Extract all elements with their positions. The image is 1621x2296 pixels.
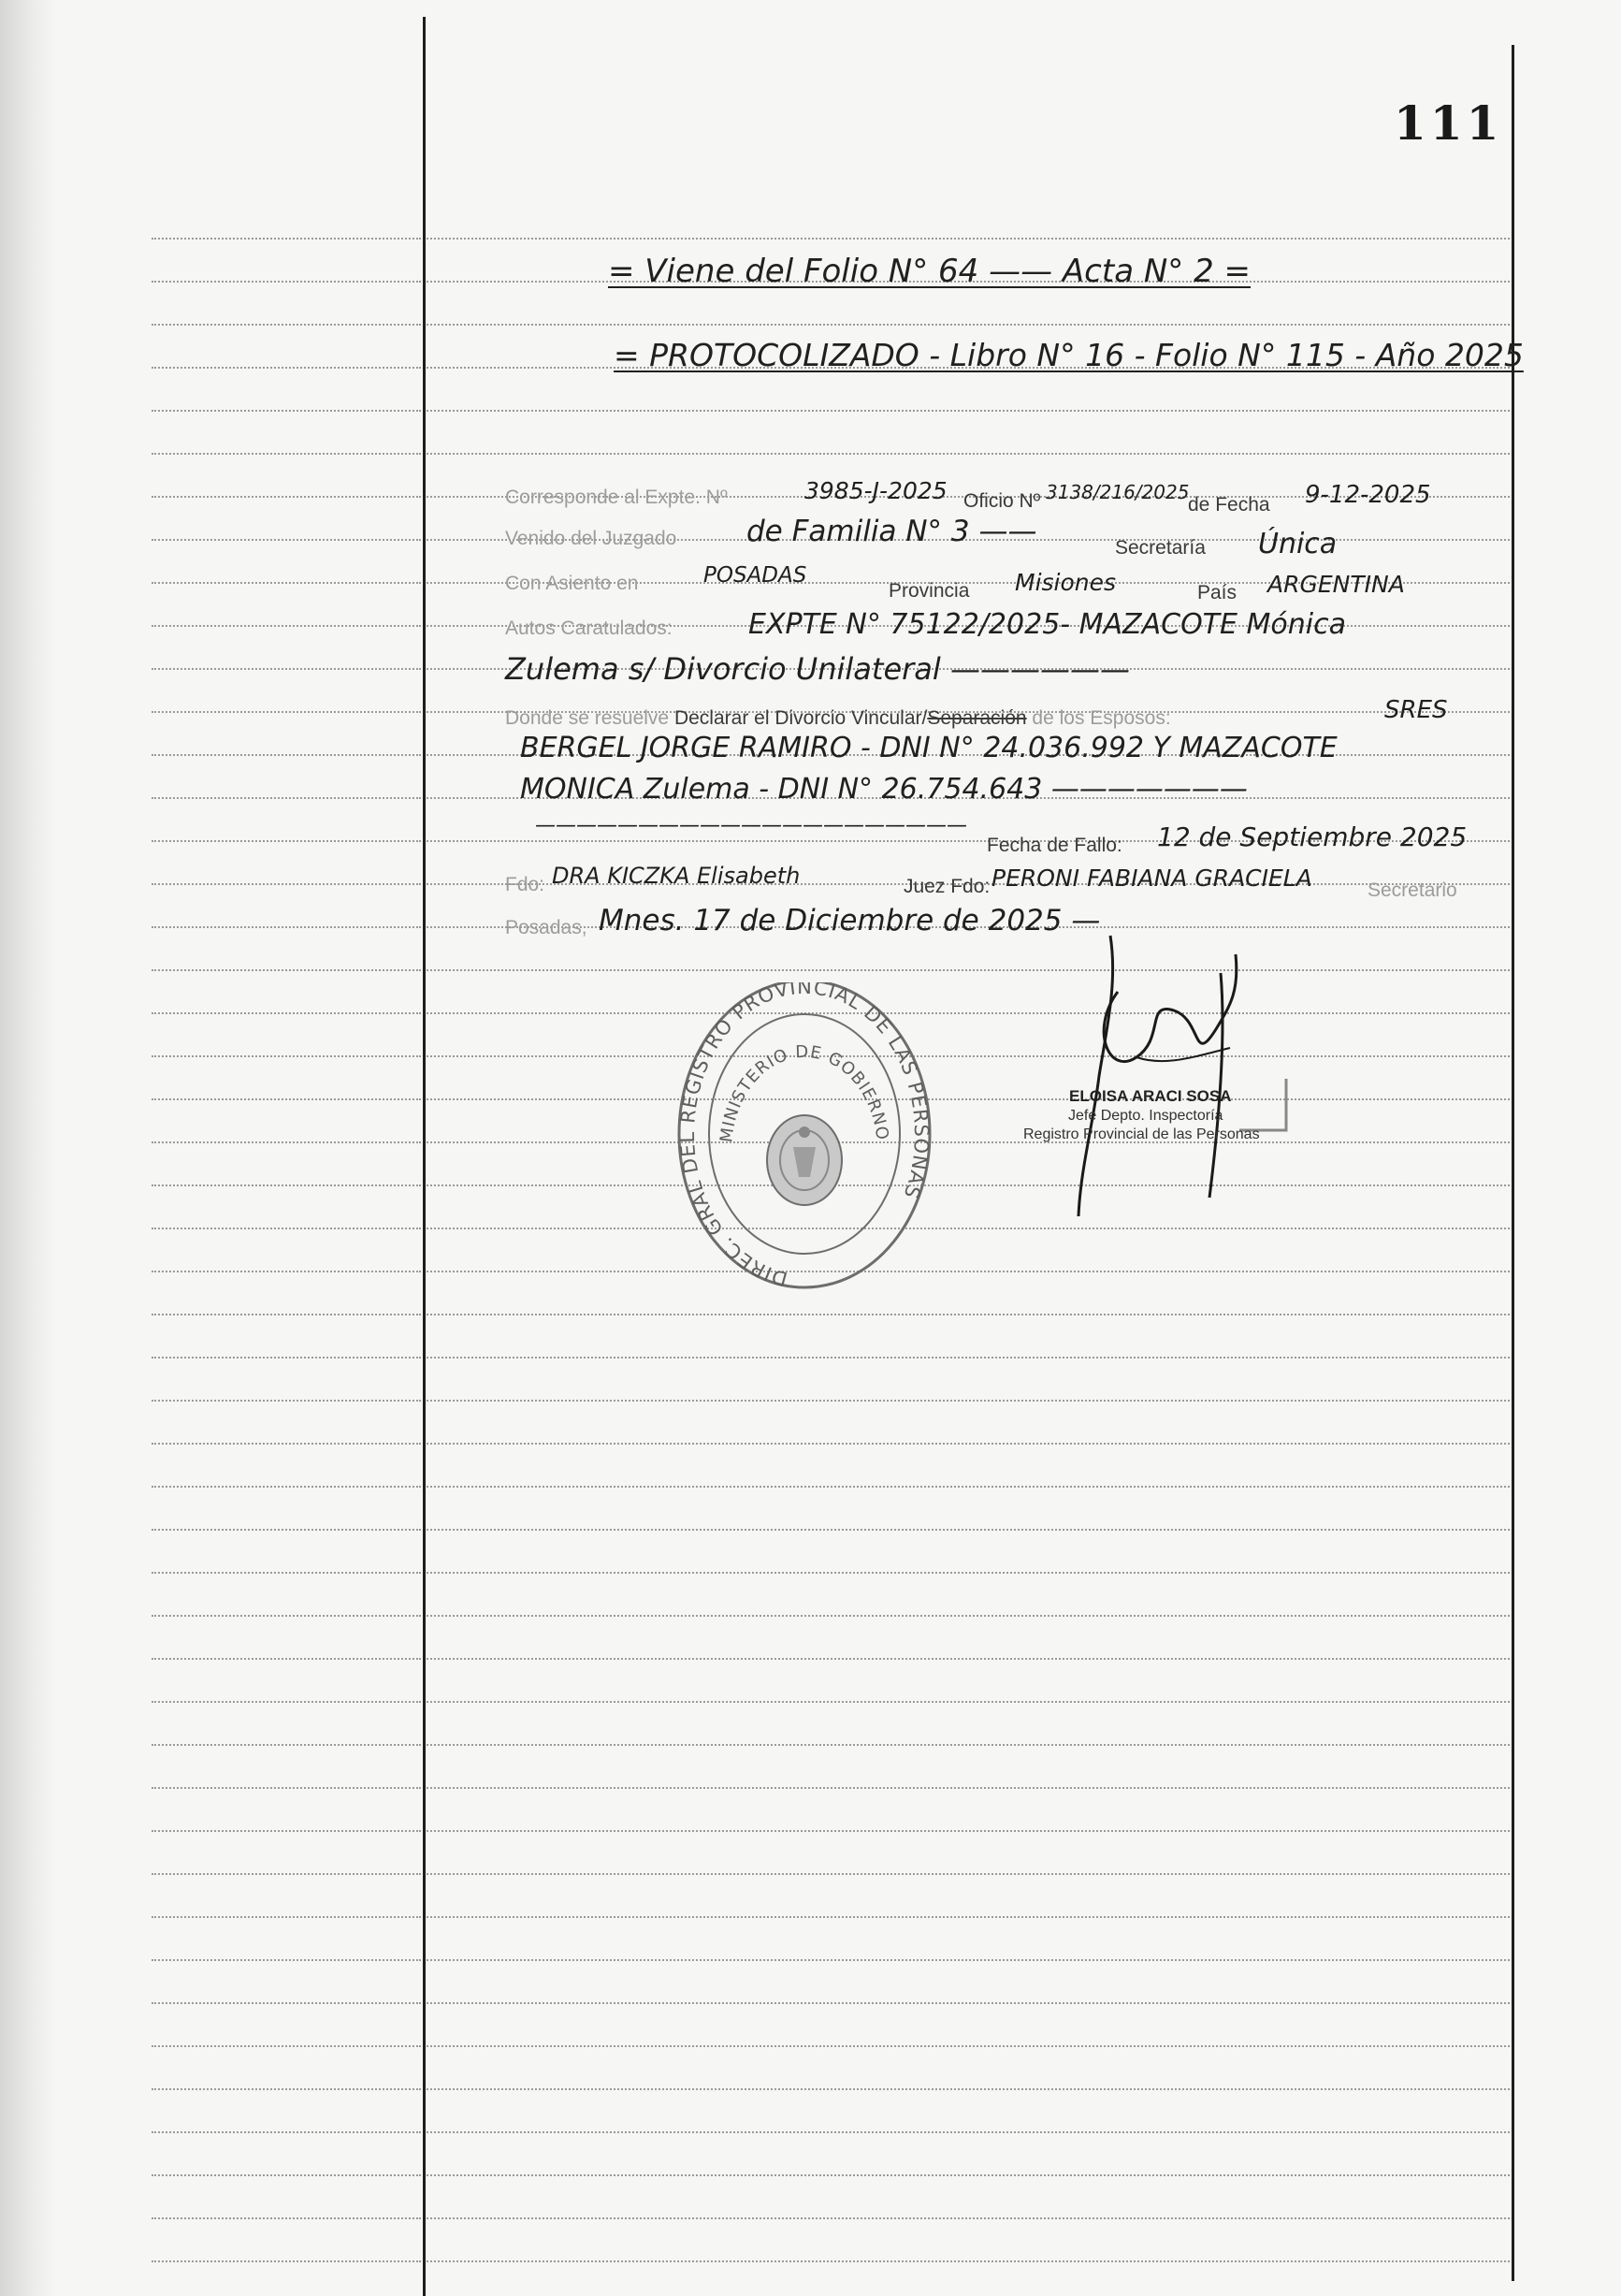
- signatory-title: Jefe Depto. Inspectoría: [1068, 1108, 1223, 1124]
- body-rule: [427, 1787, 1510, 1789]
- esposos-line-2: MONICA Zulema - DNI N° 26.754.643 ———————: [520, 773, 1248, 806]
- provincia-label: Provincia: [889, 580, 970, 602]
- left-margin-rule: [152, 1314, 421, 1315]
- seal-outer-text: DIREC. GRAL DEL REGISTRO PROVINCIAL DE LAS PERSONAS: [675, 982, 934, 1291]
- fdo-label: Fdo:: [505, 874, 545, 895]
- body-rule: [427, 238, 1510, 240]
- page-number: 111: [1394, 95, 1503, 151]
- body-rule: [427, 1055, 1510, 1057]
- fecha-value: 9-12-2025: [1305, 481, 1431, 509]
- body-rule: [427, 2131, 1510, 2133]
- left-margin-rule: [152, 1486, 421, 1488]
- left-margin-rule: [152, 281, 421, 283]
- expte-value: 3985-J-2025: [804, 477, 948, 504]
- body-rule: [427, 2174, 1510, 2176]
- left-margin-rule: [152, 1184, 421, 1186]
- left-margin-rule: [152, 1529, 421, 1531]
- left-margin-rule: [152, 2045, 421, 2047]
- left-margin-rule: [152, 324, 421, 326]
- left-margin-rule: [152, 2217, 421, 2219]
- left-margin-rule: [152, 1055, 421, 1057]
- left-margin-rule: [152, 625, 421, 627]
- seal-inner-text: MINISTERIO DE GOBIERNO: [716, 1041, 892, 1144]
- body-rule: [427, 1873, 1510, 1875]
- left-margin-rule: [152, 1615, 421, 1617]
- body-rule: [427, 2088, 1510, 2090]
- donde-strike: Separación: [927, 707, 1027, 729]
- secretaria-value: Única: [1258, 528, 1338, 560]
- left-margin-rule: [152, 1873, 421, 1875]
- body-rule: [427, 1830, 1510, 1832]
- left-margin-rule: [152, 883, 421, 885]
- fecha-fallo-value: 12 de Septiembre 2025: [1157, 821, 1468, 852]
- body-rule: [427, 1012, 1510, 1014]
- left-margin-rule: [152, 969, 421, 971]
- dash-line: —————————————————————: [535, 814, 967, 837]
- body-rule: [427, 1141, 1510, 1143]
- left-margin-line: [423, 17, 426, 2296]
- oficio-value: 3138/216/2025: [1046, 481, 1190, 503]
- body-rule: [427, 1228, 1510, 1229]
- left-margin-rule: [152, 754, 421, 756]
- body-rule: [427, 1744, 1510, 1746]
- body-rule: [427, 1443, 1510, 1445]
- juez-value: PERONI FABIANA GRACIELA: [991, 865, 1312, 892]
- left-margin-rule: [152, 1271, 421, 1272]
- left-margin-rule: [152, 1400, 421, 1402]
- donde-se-resuelve-label: [505, 707, 1171, 730]
- lugar-fecha-value: Mnes. 17 de Diciembre de 2025 —: [599, 904, 1101, 937]
- pais-value: ARGENTINA: [1267, 571, 1405, 598]
- body-rule: [427, 1658, 1510, 1660]
- donde-prefix: Donde se resuelve: [505, 707, 670, 729]
- venido-label: Venido del Juzgado: [505, 528, 677, 549]
- donde-suffix: de los Esposos:: [1032, 707, 1171, 729]
- signatory-office: Registro Provincial de las Personas: [1023, 1126, 1260, 1142]
- left-margin-rule: [152, 2002, 421, 2004]
- body-rule: [427, 1916, 1510, 1918]
- body-rule: [427, 1184, 1510, 1186]
- esposos-line-1: BERGEL JORGE RAMIRO - DNI N° 24.036.992 Y MAZACOTE: [520, 732, 1338, 764]
- left-margin-rule: [152, 1830, 421, 1832]
- body-rule: [427, 1357, 1510, 1359]
- left-margin-rule: [152, 238, 421, 240]
- page-binding-edge: [0, 0, 56, 2296]
- left-margin-rule: [152, 1787, 421, 1789]
- autos-value-line-2: Zulema s/ Divorcio Unilateral ——————: [505, 651, 1130, 687]
- body-rule: [427, 2002, 1510, 2004]
- body-rule: [427, 1959, 1510, 1961]
- body-rule: [427, 1400, 1510, 1402]
- body-rule: [427, 1701, 1510, 1703]
- autos-label: Autos Caratulados:: [505, 618, 673, 639]
- left-margin-rule: [152, 926, 421, 928]
- left-margin-rule: [152, 582, 421, 584]
- secretaria-label: Secretaría: [1115, 537, 1206, 559]
- donde-main: Declarar el Divorcio Vincular/: [673, 707, 928, 729]
- body-rule: [427, 969, 1510, 971]
- body-rule: [427, 1314, 1510, 1315]
- body-rule: [427, 2260, 1510, 2262]
- signatory-name: ELOISA ARACI SOSA: [1069, 1087, 1232, 1105]
- body-rule: [427, 2045, 1510, 2047]
- autos-value-line-1: EXPTE N° 75122/2025- MAZACOTE Mónica: [748, 608, 1346, 641]
- con-asiento-label: Con Asiento en: [505, 573, 639, 594]
- body-rule: [427, 410, 1510, 412]
- provincia-value: Misiones: [1015, 569, 1117, 596]
- juez-label: Juez Fdo:: [904, 876, 991, 897]
- coat-of-arms-icon: [767, 1115, 842, 1205]
- juzgado-value: de Familia N° 3 ——: [746, 515, 1037, 548]
- left-margin-rule: [152, 2174, 421, 2176]
- secretario-label: Secretario: [1368, 879, 1457, 901]
- left-margin-rule: [152, 1959, 421, 1961]
- left-margin-rule: [152, 668, 421, 670]
- pais-label: País: [1197, 582, 1237, 603]
- left-margin-rule: [152, 1916, 421, 1918]
- header-line-viene-del-folio: = Viene del Folio N° 64 —— Acta N° 2 =: [608, 253, 1252, 290]
- body-rule: [427, 1615, 1510, 1617]
- body-rule: [427, 453, 1510, 455]
- left-margin-rule: [152, 453, 421, 455]
- oficio-label: Oficio Nº: [963, 490, 1041, 512]
- body-rule: [427, 324, 1510, 326]
- body-rule: [427, 1271, 1510, 1272]
- body-rule: [427, 1098, 1510, 1100]
- left-margin-rule: [152, 1658, 421, 1660]
- left-margin-rule: [152, 1098, 421, 1100]
- fdo-value: DRA KICZKA Elisabeth: [552, 863, 801, 889]
- left-margin-rule: [152, 539, 421, 541]
- body-rule: [427, 1572, 1510, 1574]
- esposos-prefix: SRES: [1384, 696, 1448, 724]
- header-line-protocolizado: = PROTOCOLIZADO - Libro N° 16 - Folio N° 115 - Año 2025: [614, 337, 1524, 373]
- left-margin-rule: [152, 2260, 421, 2262]
- body-rule: [427, 1529, 1510, 1531]
- fecha-label: de Fecha: [1188, 494, 1270, 516]
- left-margin-rule: [152, 1744, 421, 1746]
- fecha-fallo-label: Fecha de Fallo:: [987, 835, 1122, 856]
- left-margin-rule: [152, 1443, 421, 1445]
- left-margin-rule: [152, 1572, 421, 1574]
- official-seal: [673, 982, 935, 1301]
- expte-label: Corresponde al Expte. Nº: [505, 487, 728, 508]
- left-margin-rule: [152, 2088, 421, 2090]
- left-margin-rule: [152, 1012, 421, 1014]
- lugar-label: Posadas,: [505, 917, 587, 938]
- body-rule: [427, 2217, 1510, 2219]
- body-rule: [427, 1486, 1510, 1488]
- left-margin-rule: [152, 1357, 421, 1359]
- left-margin-rule: [152, 1701, 421, 1703]
- left-margin-rule: [152, 496, 421, 498]
- left-margin-rule: [152, 410, 421, 412]
- left-margin-rule: [152, 840, 421, 842]
- left-margin-rule: [152, 367, 421, 369]
- right-margin-line: [1512, 45, 1514, 2281]
- left-margin-rule: [152, 797, 421, 799]
- left-margin-rule: [152, 1228, 421, 1229]
- left-margin-rule: [152, 2131, 421, 2133]
- handwritten-signature: [1052, 917, 1277, 1226]
- con-asiento-value: POSADAS: [703, 563, 807, 588]
- left-margin-rule: [152, 711, 421, 713]
- left-margin-rule: [152, 1141, 421, 1143]
